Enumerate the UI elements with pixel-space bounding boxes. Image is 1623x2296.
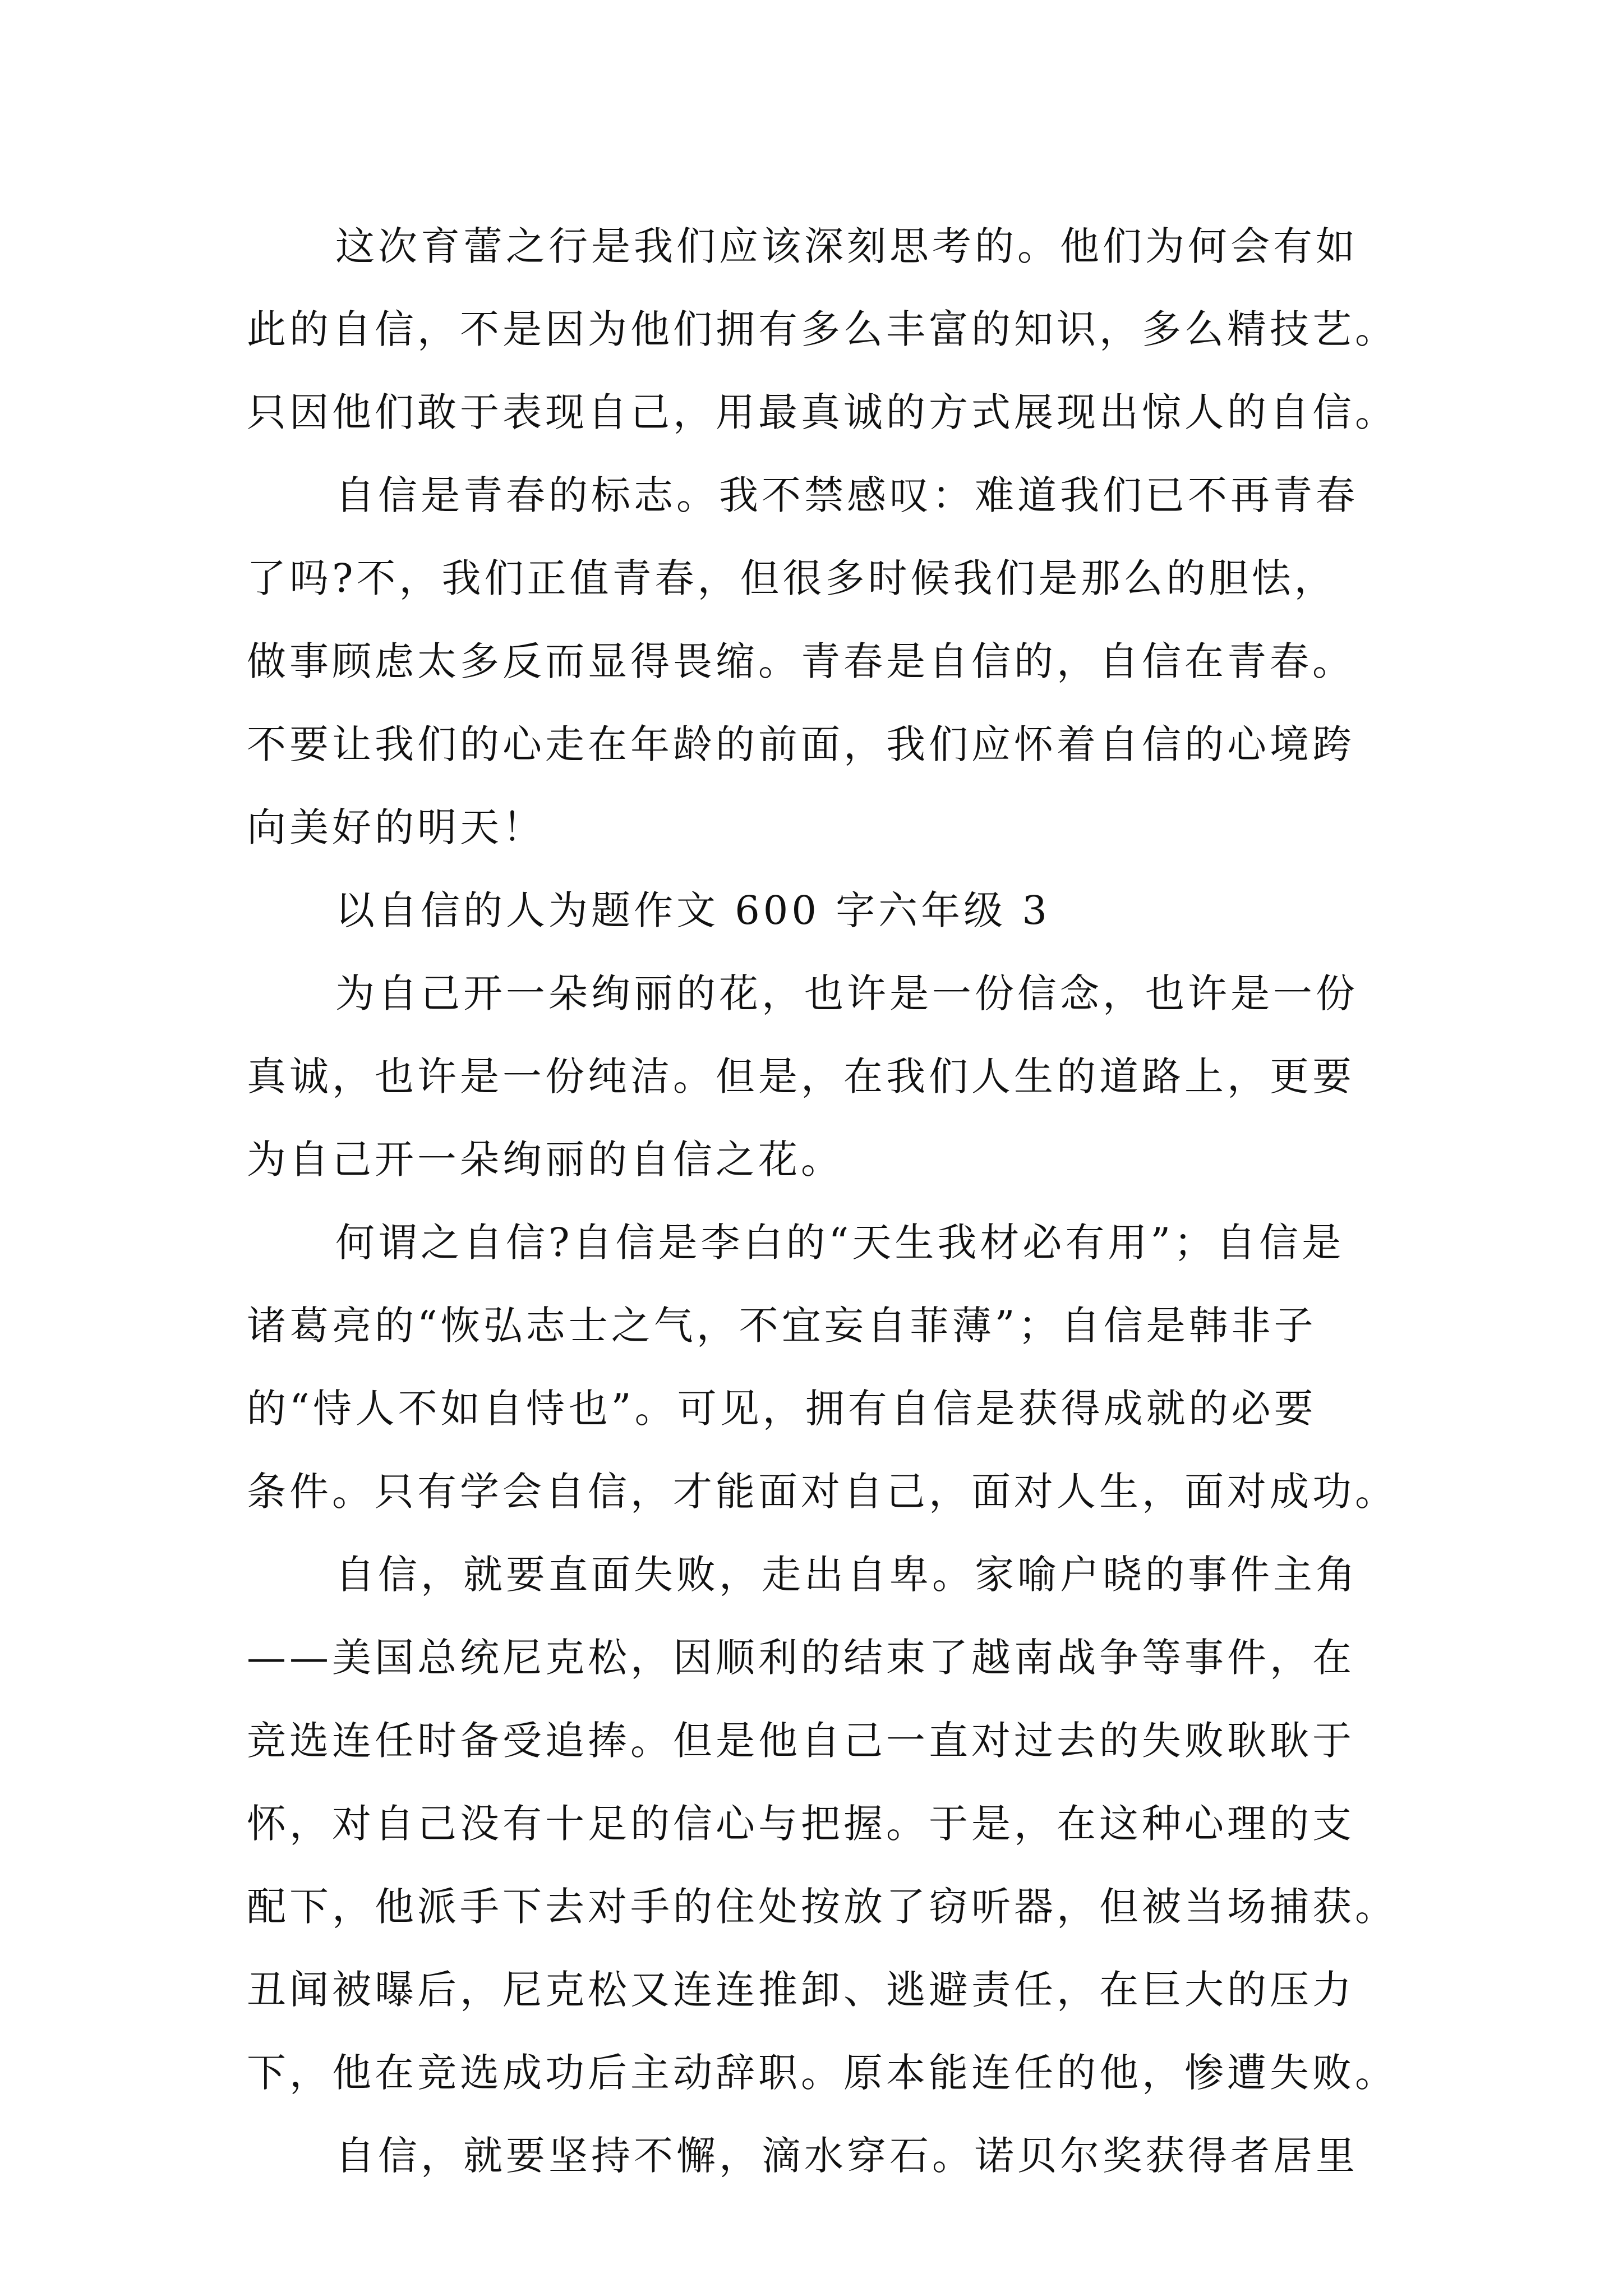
- text-line: 何谓之自信?自信是李白的“天生我材必有用”；自信是: [335, 1220, 1345, 1266]
- text-line: 配下，他派手下去对手的住处按放了窃听器，但被当场捕获。: [247, 1884, 1398, 1930]
- text-line: 的“恃人不如自恃也”。可见，拥有自信是获得成就的必要: [247, 1386, 1317, 1432]
- text-line: 自信，就要坚持不懈，滴水穿石。诺贝尔奖获得者居里: [335, 2133, 1358, 2179]
- text-line: 只因他们敢于表现自己，用最真诚的方式展现出惊人的自信。: [247, 389, 1398, 435]
- text-line: 真诚，也许是一份纯洁。但是，在我们人生的道路上，更要: [247, 1053, 1355, 1099]
- text-line: 竞选连任时备受追捧。但是他自己一直对过去的失败耿耿于: [247, 1718, 1355, 1764]
- text-line: 为自己开一朵绚丽的自信之花。: [247, 1137, 843, 1182]
- text-line: 下，他在竞选成功后主动辞职。原本能连任的他，惨遭失败。: [247, 2050, 1398, 2096]
- text-line: 条件。只有学会自信，才能面对自己，面对人生，面对成功。: [247, 1469, 1398, 1515]
- text-line: ——美国总统尼克松，因顺利的结束了越南战争等事件，在: [247, 1635, 1355, 1681]
- text-line: 了吗?不，我们正值青春，但很多时候我们是那么的胆怯，: [247, 555, 1337, 601]
- text-line: 此的自信，不是因为他们拥有多么丰富的知识，多么精技艺。: [247, 306, 1398, 352]
- text-line: 这次育蕾之行是我们应该深刻思考的。他们为何会有如: [335, 223, 1358, 269]
- section-heading: 以自信的人为题作文 600 字六年级 3: [335, 887, 1050, 933]
- text-line: 向美好的明天！: [247, 804, 545, 850]
- text-line: 为自己开一朵绚丽的花，也许是一份信念，也许是一份: [335, 970, 1358, 1016]
- text-line: 诸葛亮的“恢弘志士之气，不宜妄自菲薄”；自信是韩非子: [247, 1303, 1317, 1349]
- text-line: 自信，就要直面失败，走出自卑。家喻户晓的事件主角: [335, 1552, 1358, 1598]
- text-line: 丑闻被曝后，尼克松又连连推卸、逃避责任，在巨大的压力: [247, 1967, 1355, 2013]
- text-line: 不要让我们的心走在年龄的前面，我们应怀着自信的心境跨: [247, 721, 1355, 767]
- document-body: [247, 205, 1424, 2197]
- text-line: 自信是青春的标志。我不禁感叹：难道我们已不再青春: [335, 472, 1358, 518]
- text-line: 怀，对自己没有十足的信心与把握。于是，在这种心理的支: [247, 1801, 1355, 1847]
- text-line: 做事顾虑太多反而显得畏缩。青春是自信的，自信在青春。: [247, 638, 1355, 684]
